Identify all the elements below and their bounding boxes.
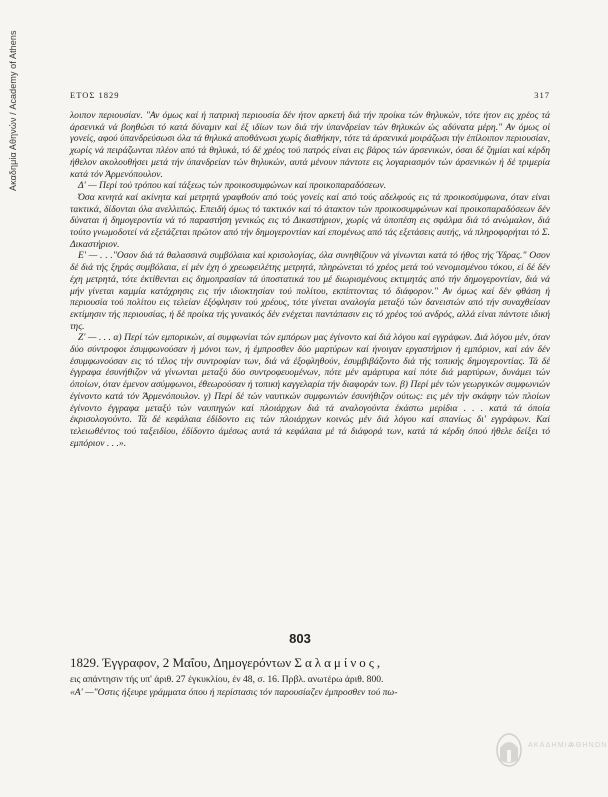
document-year: 1829.	[70, 655, 100, 670]
paragraph: λοιπον περιουσίαν. "Αν όμως καί ή πατρική περιουσία δέν ήτον αρκετή διά τήν προίκα τών θηλυκών, τότε ήτον εις χρέος τά άρσενικά νά βοηθώσι τό κατά δύναμιν καί έξ ιδίων των διά τήν ύπανδρείαν τών θηλυκών ώς αδύνατα μέρη." Αν όμως οί γονείς, αφού ύπανδρεύσωσι όλα τά θηλυκά αποθάνωσι χωρίς διαθήκην, τότε τά άρσενικά μοιράζωσι τήν έπίλοιπον περιουσίαν, χωρίς νά πειράζωνται πλέον από τά θηλυκά, τό δέ χρέος τού πατρός είναι εις βάρος τών άρσενικών, όσαι δέ ζημίαι καί κέρδη ήθελον ακολουθήσει μετά τήν ύπανδρείαν τών θηλυκών, αυτά μένουν πάντοτε εις λογαριασμόν τών άρσενικών ή δέ τριμερία κατά τόν Άρμενόπουλον.	[70, 110, 550, 180]
paragraph: Ε' — . . ."Οσον διά τά θαλασσινά συμβόλαια καί κρισολογίας, όλα συνηθίζουν νά γίνωνται κατά τό ήθος τής Ύδρας." Οσον δέ διά τής ξηράς συμβόλαια, εί μέν έχη ό χρεωφειλέτης μετρητά, πληρώνεται τό χρέος μετά τού νενομισμένου τόκου, εί δέ δέν έχη μετρητά, τότε έκτίθενται εις δημοπρασίαν τά ύποστατικά του μέ διωρισμένους εκτιμητάς από τήν δημογεροντίαν, διά νά μήν γίνεται καμμία κατάχρησις εις τήν ιδιοκτησίαν τού πολίτου, εκπίπτοντας τό διάφορον." Αν όμως καί δέν φθάση ή περιουσία τού πολίτου εις τελείαν έξόφλησιν τού χρέους, τότε γίνεται αναλογία μεταξύ τών δανειστών από τήν συναχθείσαν εκτίμησιν τής περιουσίας, ή δέ προίκα τής γυναικός δέν ενέχεται παντάπασιν εις τό χρέος τού ανδρός, αλλά είναι πάντοτε ιδική της.	[70, 250, 550, 332]
document-title: Έγγραφον, 2 Μαΐου, Δημογερόντων	[102, 655, 292, 670]
logo-word-right: ΑΘΗΝΩΝ	[570, 742, 608, 749]
paragraph: Όσα κινητά καί ακίνητα καί μετρητά γραφθούν από τούς γονείς καί από τούς αδελφούς εις τά προικοσύμφωνα, όταν είναι τακτικά, δίδονται όλα ανελλιπώς. Επειδή όμως τό τακτικόν καί τό άτακτον τών προικοσυμφώνων καί προικοπαραδόσεων δέν δύναται ή δημογεροντία νά τό παραστήση γενικώς εις τό Δικαστήριον, χωρίς νά ύποπέση εις σφάλμα διά τό ανώμαλον, διά τούτο γνωμοδοτεί νά εξετάζεται πρώτον από τήν δημογεροντίαν καί επομένως από τάς εξετάσεις αυτής, νά πληροφορήται τό Σ. Δικαστήριον.	[70, 191, 550, 250]
section-heading-d: Δ' — Περί τού τρόπου καί τάξεως τών προικοσυμφώνων καί προικοπαραδόσεων.	[78, 180, 387, 192]
side-watermark: Ακαδημία Αθηνών / Academy of Athens	[8, 30, 18, 191]
document-number: 803	[289, 631, 311, 646]
document-first-line: «Α' —"Οστις ήξευρε γράμματα όπου ή περίστασις τόν παρουσίαζεν έμπροσθεν τού πω-	[70, 687, 398, 698]
paragraph: Ζ' — . . . α) Περί τών εμπορικών, αί συμφωνίαι τών εμπόρων μας έγίνοντο καί διά λόγου καί εγγράφων. Διά λόγου μέν, όταν δύο σύντροφοι έσυμφωνούσαν ή μόνοι των, ή έμπροσθεν δύο μαρτύρων καί ήνοιγαν εργαστήριον ή εμπόριον, καί εάν δέν έσυμφωνούσαν εις τό τέλος τήν συντροφίαν των, διά νά έξοφληθούν, έσυμβιβάζοντο διά τής τοπικής δημογεροντίας. Τά δέ έγγραφα έσυνήθιζον νά γίνωνται μεταξύ δύο συντροφευομένων, πότε μέν αμάρτυρα καί πότε διά μαρτύρων, δυνάμει τών όποίων, όταν έμενον ασύμφωνοι, έθεωρούσαν ή τοπική καγγελαρία τήν διαφοράν των. β) Περί μέν τών γεωργικών συμφωνιών έγίνοντο κατά τόν Άρμενόπουλον. γ) Περί δέ τών ναυτικών συμφωνιών έσυνήθιζον ούτως: εις μέν τήν σκάφην τών πλοίων έγίνοντο έγγραφα μεταξύ τών ναυπηγών καί πλοιάρχων διά τά αναλογούντα έκάστω μερίδια . . . κατά τά όποία έκρισολογούντο. Τά δέ κεφάλαια έδίδοντο εις τών πλοιάρχων κοινώς μέν διά λόγου καί σπανίως δι' εγγράφων. Καί τελειωθέντος τού ταξειδίου, έδίδοντο άμέσως αυτά τά κεφάλαια μέ τά διάφορά των, κατά τά κέρδη όπού ήθελε δείξει τό εμπόριον . . .».	[70, 332, 550, 449]
running-head: ΕΤΟΣ 1829	[70, 90, 120, 100]
body-text	[70, 110, 550, 449]
logo-word-left: ΑΚΑΔΗΜΙΑ	[528, 742, 574, 749]
document-place: Σαλαμίνος,	[294, 655, 384, 670]
academy-logo	[492, 728, 608, 788]
page-number: 317	[534, 90, 550, 100]
page-header	[70, 90, 550, 102]
document-heading	[70, 655, 550, 671]
document-reference: εις απάντησιν τής υπ' άριθ. 27 έγκυκλίου, έν 48, σ. 16. Πρβλ. ανωτέρω άριθ. 800.	[70, 674, 384, 685]
helmet-emblem-icon	[492, 730, 526, 774]
